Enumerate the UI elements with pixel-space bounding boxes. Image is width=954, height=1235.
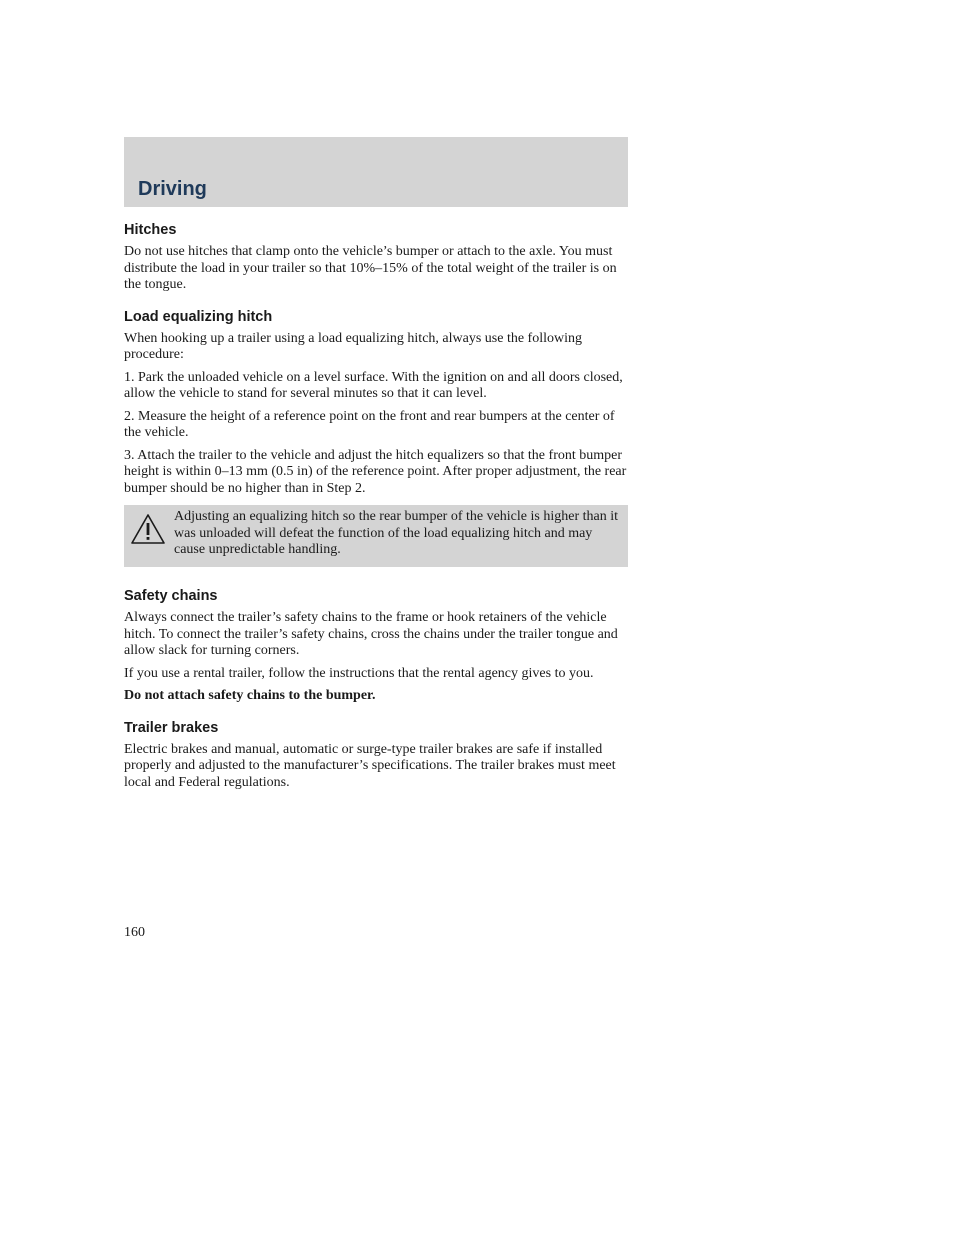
procedure-step-1: 1. Park the unloaded vehicle on a level surface. With the ignition on and all doors closed, allow the vehicle to stand for several minutes so that it can level. <box>124 369 623 401</box>
load-equalizing-intro: When hooking up a trailer using a load equalizing hitch, always use the following procedure: <box>124 330 582 362</box>
heading-hitches: Hitches <box>124 222 177 238</box>
hitches-body: Do not use hitches that clamp onto the vehicle’s bumper or attach to the axle. You must distribute the load in your trailer so that 10%–15% of the total weight of the trailer is on the tongue. <box>124 244 617 292</box>
safety-chains-bold-note: Do not attach safety chains to the bumper. <box>124 688 376 703</box>
warning-triangle-icon <box>130 513 166 545</box>
manual-page <box>124 137 628 805</box>
trailer-brakes-body: Electric brakes and manual, automatic or surge-type trailer brakes are safe if installed properly and adjusted to the manufacturer’s specifications. The trailer brakes must meet local and Federal regulations. <box>124 741 616 790</box>
section-hitches <box>124 221 628 294</box>
section-load-equalizing-hitch <box>124 308 628 568</box>
heading-safety-chains: Safety chains <box>124 588 218 604</box>
chapter-header-bar <box>124 137 628 207</box>
section-trailer-brakes <box>124 719 628 792</box>
section-safety-chains <box>124 587 628 705</box>
chapter-title: Driving <box>138 178 207 200</box>
page-number: 160 <box>124 925 145 940</box>
heading-load-equalizing-hitch: Load equalizing hitch <box>124 308 273 325</box>
safety-chains-paragraph-1: Always connect the trailer’s safety chains to the frame or hook retainers of the vehicle hitch. To connect the trailer’s safety chains, cross the chains under the trailer tongue and allow slack for turning corners. <box>124 610 618 658</box>
heading-trailer-brakes: Trailer brakes <box>124 719 219 736</box>
procedure-step-2: 2. Measure the height of a reference point on the front and rear bumpers at the center of the vehicle. <box>124 408 615 440</box>
warning-text: Adjusting an equalizing hitch so the rear bumper of the vehicle is higher than it was unloaded will defeat the function of the load equalizing hitch and may cause unpredictable handling. <box>174 509 618 557</box>
safety-chains-paragraph-2: If you use a rental trailer, follow the instructions that the rental agency gives to you. <box>124 665 594 681</box>
procedure-step-3: 3. Attach the trailer to the vehicle and adjust the hitch equalizers so that the front bumper height is within 0–13 mm (0.5 in) of the reference point. After proper adjustment, the rear bumper should be no higher than in Step 2. <box>124 447 627 496</box>
warning-box <box>124 505 628 567</box>
